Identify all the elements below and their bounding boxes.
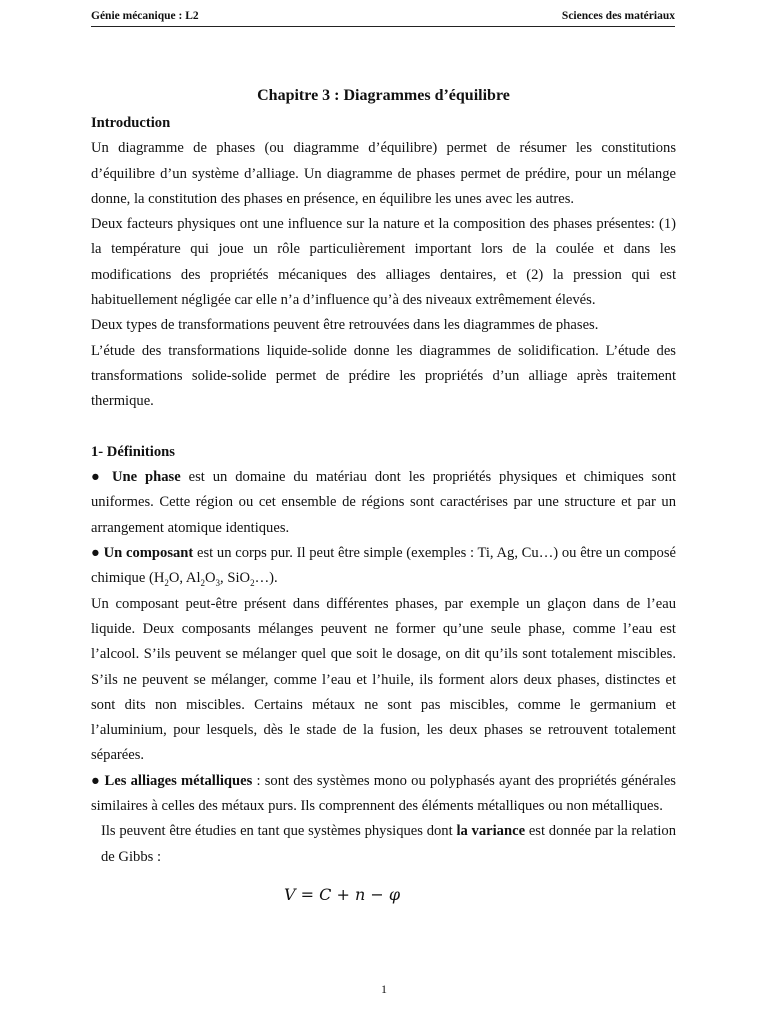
definition-composant: [91, 541, 676, 592]
spacer: [91, 415, 676, 440]
alliages-text: : sont des systèmes mono ou polyphasés ayant des propriétés générales similaires à celles des métaux purs. Ils comprennent des éléments métalliques ou non métalliques.: [91, 772, 676, 815]
formula-text: O: [205, 570, 216, 587]
gibbs-text: Ils peuvent être étudies en tant que systèmes physiques dont: [101, 823, 457, 840]
header-right: Sciences des matériaux: [561, 10, 675, 22]
intro-paragraph-1: Un diagramme de phases (ou diagramme d’équilibre) permet de résumer les constitutions d’équilibre d’un système d’alliage. Un diagramme de phases permet de prédire, pour un mélange donne, la constitution des phases en présence, en équilibre les unes avec les autres.: [91, 140, 676, 207]
page-header: [91, 8, 675, 27]
bullet-icon: ●: [91, 545, 100, 562]
bullet-icon: ●: [91, 469, 105, 486]
intro-heading: Introduction: [91, 115, 171, 131]
term-composant: Un composant: [103, 545, 194, 562]
subscript: 2: [200, 578, 205, 589]
gibbs-paragraph: [91, 819, 676, 870]
term-phase: Une phase: [111, 469, 181, 486]
term-variance: la variance: [456, 823, 526, 840]
bullet-icon: ●: [91, 772, 101, 789]
gibbs-formula: V = C + n − φ: [284, 884, 401, 904]
gibbs-text: est donnée par la relation de Gibbs :: [101, 823, 676, 865]
formula-text: …).: [254, 570, 278, 587]
formula-text: SiO: [227, 570, 251, 587]
composant-text: est un corps pur. Il peut être simple (exemples : Ti, Ag, Cu…) ou être un composé chimique (: [91, 545, 676, 587]
page-number: 1: [381, 982, 387, 996]
definition-alliages: [91, 769, 676, 820]
subscript: 2: [250, 578, 255, 589]
definition-phase: [91, 465, 676, 541]
intro-paragraph-4: L’étude des transformations liquide-solide donne les diagrammes de solidification. L’étude des transformations solide-solide permet de prédire les propriétés d’un alliage après traitement thermique.: [91, 342, 676, 410]
subscript: 3: [215, 578, 221, 589]
formula-text: O,: [168, 570, 186, 587]
formula-text: Al: [185, 570, 201, 587]
document-body: [91, 84, 676, 907]
definitions-heading: 1- Définitions: [91, 443, 175, 460]
chapter-title: Chapitre 3 : Diagrammes d’équilibre: [257, 87, 510, 104]
intro-paragraph-3: Deux types de transformations peuvent être retrouvées dans les diagrammes de phases.: [91, 317, 599, 334]
formula-text: ,: [220, 570, 228, 587]
formula-text: H: [153, 570, 165, 587]
phase-text: est un domaine du matériau dont les propriétés physiques et chimiques sont uniformes. Cette région ou cet ensemble de régions sont caractérises par une structure et par un arrangement atomique identiques.: [91, 469, 676, 536]
header-left: Génie mécanique : L2: [91, 10, 199, 22]
intro-paragraph-2: Deux facteurs physiques ont une influence sur la nature et la composition des phases présentes: (1) la température qui joue un rôle particulièrement important lors de la coulée et dans les modifications des propriétés mécaniques des alliages dentaires, et (2) la pression qui est habituellement négligée car elle n’a d’influence qu’à des niveaux extrêmement élevés.: [91, 216, 676, 309]
subscript: 2: [164, 578, 169, 589]
term-alliages: Les alliages métalliques: [104, 772, 253, 789]
composant-paragraph-2: Un composant peut-être présent dans différentes phases, par exemple un glaçon dans de l’eau liquide. Deux composants mélanges peuvent ne former qu’une seule phase, comme l’eau est l’alcool. S’ils peuvent se mélanger quel que soit le dosage, on dit qu’ils sont totalement miscibles. S’ils ne peuvent se mélanger, comme l’eau et l’huile, ils forment alors deux phases, distinctes et sont dits non miscibles. Certains métaux ne sont pas miscibles, comme le germanium et l’aluminium, pour lesquels, dès le stade de la fusion, les deux phases se retrouvent totalement séparées.: [91, 595, 676, 764]
